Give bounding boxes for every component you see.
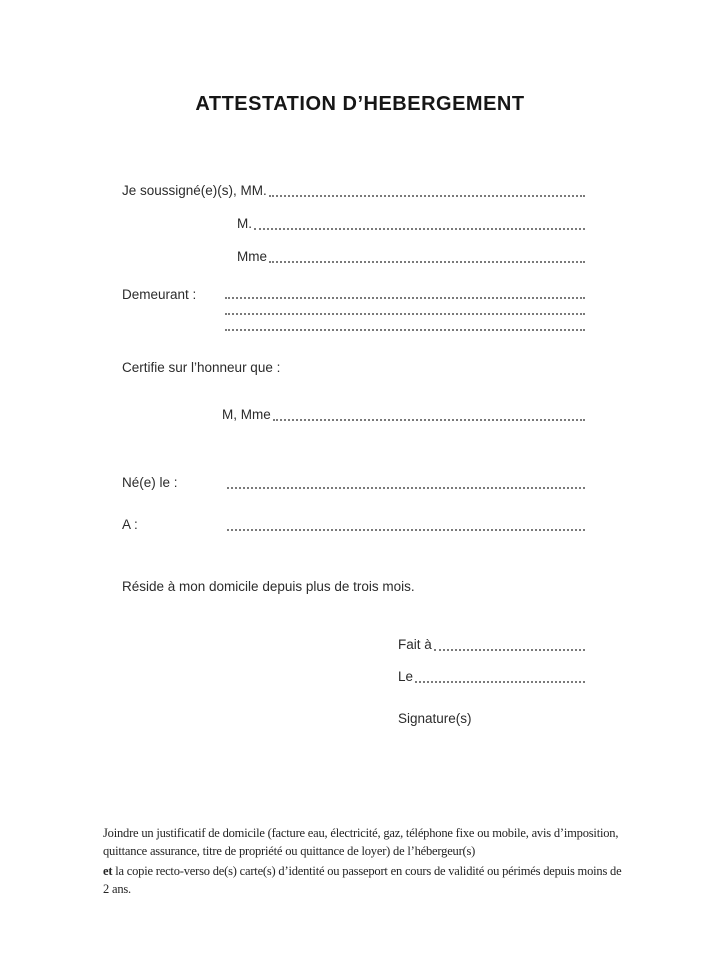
soussigne-row: [122, 182, 585, 199]
demeurant-field-line-1[interactable]: [225, 287, 585, 299]
ne-le-row: [122, 474, 585, 491]
signature-label: Signature(s): [398, 711, 472, 726]
a-row: [122, 516, 585, 533]
a-label: A :: [122, 517, 138, 532]
m-mme-row: [222, 406, 585, 423]
demeurant-field-line-2[interactable]: [225, 303, 585, 315]
m-mme-label: M, Mme: [222, 407, 271, 422]
le-date-field[interactable]: [415, 681, 585, 683]
ne-le-field[interactable]: [227, 487, 585, 489]
a-field[interactable]: [227, 529, 585, 531]
mme-field[interactable]: [269, 261, 585, 263]
fait-a-label: Fait à: [398, 637, 432, 652]
demeurant-label: Demeurant :: [122, 287, 197, 302]
le-row: [398, 668, 585, 685]
le-label: Le: [398, 669, 414, 684]
m-mme-field[interactable]: [273, 419, 585, 421]
fait-a-row: [398, 636, 585, 653]
footer-copie-text: la copie recto-verso de(s) carte(s) d’identité ou passeport en cours de validité ou périmés depuis moins de 2 ans.: [103, 864, 622, 896]
footer-paragraph-copie: [103, 863, 623, 898]
mme-label: Mme: [237, 249, 267, 264]
mme-row: [237, 248, 585, 265]
footer-notes: [103, 825, 623, 898]
certifie-label: Certifie sur l’honneur que :: [122, 360, 281, 375]
m-row: [237, 215, 585, 232]
fait-a-field[interactable]: [434, 649, 585, 651]
m-label: M.: [237, 216, 252, 231]
soussigne-mm-field[interactable]: [269, 195, 585, 197]
footer-et-bold: et: [103, 864, 113, 878]
ne-le-label: Né(e) le :: [122, 475, 178, 490]
demeurant-field-line-3[interactable]: [225, 319, 585, 331]
m-field[interactable]: [254, 228, 585, 230]
reside-statement: Réside à mon domicile depuis plus de trois mois.: [122, 579, 415, 594]
soussigne-label: Je soussigné(e)(s), MM.: [122, 183, 267, 198]
footer-paragraph-justificatif: Joindre un justificatif de domicile (facture eau, électricité, gaz, téléphone fixe ou mobile, avis d’imposition, quittance assurance, titre de propriété ou quittance de loyer) de l’hébergeur(s): [103, 826, 619, 858]
document-title: ATTESTATION D’HEBERGEMENT: [195, 93, 525, 115]
